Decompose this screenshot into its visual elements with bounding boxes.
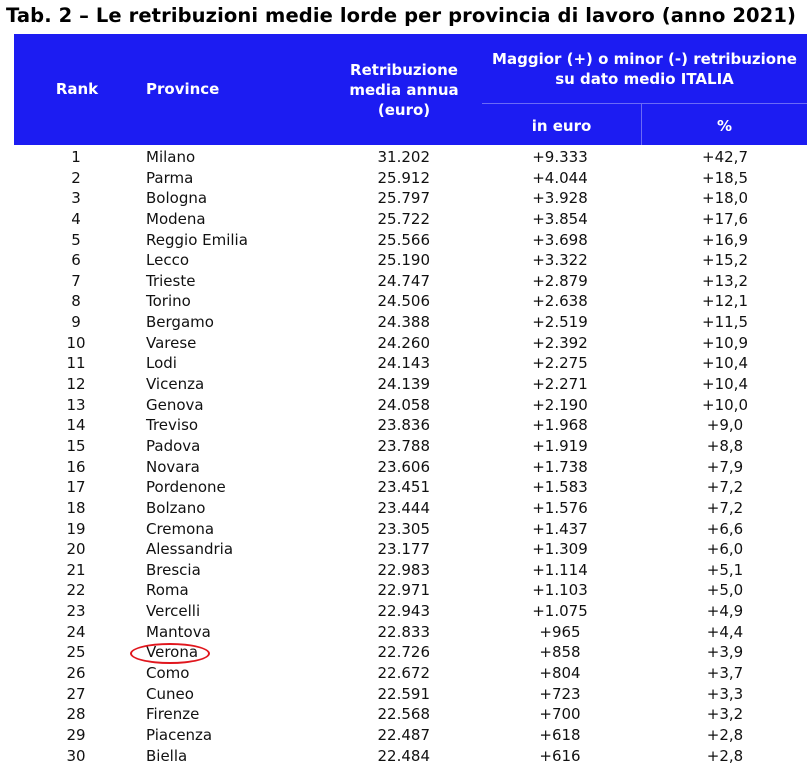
diff-euro-cell: +2.392 xyxy=(532,333,588,352)
retribuzione-cell: 23.305 xyxy=(377,519,430,538)
diff-percent-cell: +9,0 xyxy=(706,416,744,435)
diff-percent-cell: +12,1 xyxy=(702,292,748,311)
province-cell: Bolzano xyxy=(146,498,206,517)
diff-euro-cell: +1.075 xyxy=(532,602,588,621)
table-row xyxy=(0,374,807,395)
retribuzione-cell: 23.606 xyxy=(377,457,430,476)
table-row xyxy=(0,395,807,416)
table-row xyxy=(0,415,807,436)
province-cell: Lecco xyxy=(146,251,189,270)
retribuzione-cell: 23.177 xyxy=(377,540,430,559)
diff-euro-cell: +616 xyxy=(539,746,581,765)
header-divider-horizontal xyxy=(482,103,807,104)
diff-euro-cell: +2.519 xyxy=(532,313,588,332)
retribuzione-cell: 22.568 xyxy=(377,705,430,724)
table-row xyxy=(0,312,807,333)
rank-cell: 30 xyxy=(66,746,86,765)
province-cell: Padova xyxy=(146,436,201,455)
province-cell: Parma xyxy=(146,168,194,187)
diff-percent-cell: +3,2 xyxy=(706,705,744,724)
retribuzione-cell: 22.971 xyxy=(377,581,430,600)
rank-cell: 2 xyxy=(71,168,81,187)
table-row xyxy=(0,457,807,478)
diff-percent-cell: +10,4 xyxy=(702,375,748,394)
rank-cell: 20 xyxy=(66,540,86,559)
retribuzione-cell: 22.487 xyxy=(377,725,430,744)
diff-euro-cell: +2.190 xyxy=(532,395,588,414)
province-cell: Cremona xyxy=(146,519,215,538)
province-cell: Lodi xyxy=(146,354,177,373)
retribuzione-cell: 25.797 xyxy=(377,189,430,208)
province-cell: Vercelli xyxy=(146,602,201,621)
diff-percent-cell: +8,8 xyxy=(706,436,744,455)
province-cell: Brescia xyxy=(146,560,201,579)
retribuzione-cell: 22.983 xyxy=(377,560,430,579)
diff-percent-cell: +2,8 xyxy=(706,725,744,744)
diff-euro-cell: +1.919 xyxy=(532,436,588,455)
table-title: Tab. 2 – Le retribuzioni medie lorde per provincia di lavoro (anno 2021) xyxy=(6,4,797,27)
table-row xyxy=(0,291,807,312)
retribuzione-cell: 23.836 xyxy=(377,416,430,435)
province-cell: Genova xyxy=(146,395,204,414)
province-cell: Treviso xyxy=(146,416,199,435)
header-retribuzione-line2: media annua xyxy=(349,81,459,99)
rank-cell: 25 xyxy=(66,643,86,662)
rank-cell: 11 xyxy=(66,354,86,373)
diff-percent-cell: +16,9 xyxy=(702,230,748,249)
table-row xyxy=(0,209,807,230)
province-cell: Modena xyxy=(146,209,206,228)
rank-cell: 23 xyxy=(66,602,86,621)
retribuzione-cell: 31.202 xyxy=(377,148,430,166)
diff-euro-cell: +3.322 xyxy=(532,251,588,270)
table-row xyxy=(0,601,807,622)
province-cell: Vicenza xyxy=(146,375,205,394)
province-cell: Reggio Emilia xyxy=(146,230,248,249)
diff-percent-cell: +7,9 xyxy=(706,457,744,476)
province-cell: Como xyxy=(146,664,190,683)
rank-cell: 28 xyxy=(66,705,86,724)
retribuzione-cell: 23.451 xyxy=(377,478,430,497)
table-row xyxy=(0,560,807,581)
province-cell: Firenze xyxy=(146,705,200,724)
province-cell: Piacenza xyxy=(146,725,213,744)
diff-euro-cell: +1.576 xyxy=(532,498,588,517)
rank-cell: 5 xyxy=(71,230,81,249)
rank-cell: 6 xyxy=(71,251,81,270)
table-row xyxy=(0,746,807,766)
retribuzione-cell: 24.747 xyxy=(377,271,430,290)
diff-percent-cell: +10,0 xyxy=(702,395,748,414)
province-cell: Milano xyxy=(146,148,196,166)
diff-euro-cell: +618 xyxy=(539,725,581,744)
table-row xyxy=(0,477,807,498)
diff-percent-cell: +42,7 xyxy=(702,148,748,166)
retribuzione-cell: 22.484 xyxy=(377,746,430,765)
diff-euro-cell: +2.638 xyxy=(532,292,588,311)
province-cell: Alessandria xyxy=(146,540,234,559)
diff-percent-cell: +7,2 xyxy=(706,478,744,497)
table-row xyxy=(0,168,807,189)
diff-percent-cell: +2,8 xyxy=(706,746,744,765)
table-row xyxy=(0,622,807,643)
rank-cell: 22 xyxy=(66,581,86,600)
diff-euro-cell: +2.879 xyxy=(532,271,588,290)
retribuzione-cell: 25.722 xyxy=(377,209,430,228)
rank-cell: 14 xyxy=(66,416,86,435)
header-percent: % xyxy=(716,117,733,135)
diff-percent-cell: +6,6 xyxy=(706,519,744,538)
header-retribuzione-line3: (euro) xyxy=(377,101,431,119)
diff-percent-cell: +4,9 xyxy=(706,602,744,621)
rank-cell: 16 xyxy=(66,457,86,476)
diff-euro-cell: +1.583 xyxy=(532,478,588,497)
retribuzione-cell: 24.058 xyxy=(377,395,430,414)
table-row xyxy=(0,725,807,746)
table-row xyxy=(0,147,807,168)
province-cell: Trieste xyxy=(146,271,196,290)
diff-percent-cell: +10,9 xyxy=(702,333,748,352)
table-row xyxy=(0,498,807,519)
rank-cell: 24 xyxy=(66,622,86,641)
header-retribuzione xyxy=(334,60,474,120)
retribuzione-cell: 24.139 xyxy=(377,375,430,394)
diff-percent-cell: +4,4 xyxy=(706,622,744,641)
diff-percent-cell: +11,5 xyxy=(702,313,748,332)
diff-euro-cell: +3.928 xyxy=(532,189,588,208)
table-row xyxy=(0,436,807,457)
table-row xyxy=(0,271,807,292)
table-row xyxy=(0,684,807,705)
header-diff-line1: Maggior (+) o minor (-) retribuzione xyxy=(492,50,797,68)
retribuzione-cell: 22.591 xyxy=(377,684,430,703)
rank-cell: 19 xyxy=(66,519,86,538)
province-cell: Torino xyxy=(146,292,191,311)
diff-euro-cell: +965 xyxy=(539,622,581,641)
table-body xyxy=(0,147,807,766)
table-row xyxy=(0,663,807,684)
diff-percent-cell: +3,7 xyxy=(706,664,744,683)
retribuzione-cell: 24.143 xyxy=(377,354,430,373)
diff-euro-cell: +1.309 xyxy=(532,540,588,559)
table-row xyxy=(0,188,807,209)
table-row xyxy=(0,580,807,601)
diff-euro-cell: +9.333 xyxy=(532,148,588,166)
diff-percent-cell: +17,6 xyxy=(702,209,748,228)
retribuzione-cell: 25.566 xyxy=(377,230,430,249)
header-in-euro: in euro xyxy=(531,117,592,135)
diff-euro-cell: +1.968 xyxy=(532,416,588,435)
diff-percent-cell: +15,2 xyxy=(702,251,748,270)
retribuzione-cell: 22.726 xyxy=(377,643,430,662)
province-cell: Biella xyxy=(146,746,188,765)
province-cell: Cuneo xyxy=(146,684,194,703)
table-row xyxy=(0,539,807,560)
diff-euro-cell: +3.698 xyxy=(532,230,588,249)
rank-cell: 8 xyxy=(71,292,81,311)
retribuzione-cell: 22.943 xyxy=(377,602,430,621)
retribuzione-cell: 25.912 xyxy=(377,168,430,187)
table-row xyxy=(0,519,807,540)
diff-percent-cell: +18,0 xyxy=(702,189,748,208)
table-row xyxy=(0,333,807,354)
rank-cell: 21 xyxy=(66,560,86,579)
diff-percent-cell: +6,0 xyxy=(706,540,744,559)
province-cell: Mantova xyxy=(146,622,211,641)
retribuzione-cell: 22.672 xyxy=(377,664,430,683)
rank-cell: 17 xyxy=(66,478,86,497)
province-cell: Bologna xyxy=(146,189,208,208)
table-row xyxy=(0,704,807,725)
province-cell: Verona xyxy=(146,643,199,662)
retribuzione-cell: 23.444 xyxy=(377,498,430,517)
rank-cell: 1 xyxy=(71,148,81,166)
province-cell: Varese xyxy=(146,333,197,352)
table-row xyxy=(0,230,807,251)
table-row xyxy=(0,353,807,374)
diff-percent-cell: +7,2 xyxy=(706,498,744,517)
province-cell: Pordenone xyxy=(146,478,226,497)
header-retribuzione-line1: Retribuzione xyxy=(350,61,458,79)
header-diff-line2: su dato medio ITALIA xyxy=(555,70,734,88)
diff-percent-cell: +5,1 xyxy=(706,560,744,579)
rank-cell: 27 xyxy=(66,684,86,703)
province-cell: Roma xyxy=(146,581,189,600)
diff-euro-cell: +1.114 xyxy=(532,560,588,579)
diff-euro-cell: +2.271 xyxy=(532,375,588,394)
rank-cell: 15 xyxy=(66,436,86,455)
header-rank: Rank xyxy=(55,80,99,98)
rank-cell: 3 xyxy=(71,189,81,208)
table-row xyxy=(0,642,807,663)
diff-percent-cell: +3,9 xyxy=(706,643,744,662)
rank-cell: 13 xyxy=(66,395,86,414)
rank-cell: 7 xyxy=(71,271,81,290)
retribuzione-cell: 25.190 xyxy=(377,251,430,270)
header-diff xyxy=(482,49,807,89)
diff-euro-cell: +2.275 xyxy=(532,354,588,373)
diff-euro-cell: +1.437 xyxy=(532,519,588,538)
header-province: Province xyxy=(146,80,220,98)
diff-percent-cell: +3,3 xyxy=(706,684,744,703)
rank-cell: 12 xyxy=(66,375,86,394)
rank-cell: 4 xyxy=(71,209,81,228)
diff-euro-cell: +4.044 xyxy=(532,168,588,187)
diff-euro-cell: +804 xyxy=(539,664,581,683)
retribuzione-cell: 24.388 xyxy=(377,313,430,332)
diff-euro-cell: +1.103 xyxy=(532,581,588,600)
diff-euro-cell: +1.738 xyxy=(532,457,588,476)
rank-cell: 26 xyxy=(66,664,86,683)
retribuzione-cell: 24.506 xyxy=(377,292,430,311)
diff-percent-cell: +18,5 xyxy=(702,168,748,187)
rank-cell: 10 xyxy=(66,333,86,352)
province-cell: Bergamo xyxy=(146,313,214,332)
diff-euro-cell: +858 xyxy=(539,643,581,662)
diff-euro-cell: +723 xyxy=(539,684,581,703)
diff-percent-cell: +10,4 xyxy=(702,354,748,373)
diff-euro-cell: +700 xyxy=(539,705,581,724)
rank-cell: 29 xyxy=(66,725,86,744)
retribuzione-cell: 24.260 xyxy=(377,333,430,352)
retribuzione-cell: 23.788 xyxy=(377,436,430,455)
table-row xyxy=(0,250,807,271)
rank-cell: 9 xyxy=(71,313,81,332)
diff-percent-cell: +13,2 xyxy=(702,271,748,290)
table-header xyxy=(14,34,807,145)
diff-percent-cell: +5,0 xyxy=(706,581,744,600)
province-cell: Novara xyxy=(146,457,200,476)
diff-euro-cell: +3.854 xyxy=(532,209,588,228)
rank-cell: 18 xyxy=(66,498,86,517)
retribuzione-cell: 22.833 xyxy=(377,622,430,641)
